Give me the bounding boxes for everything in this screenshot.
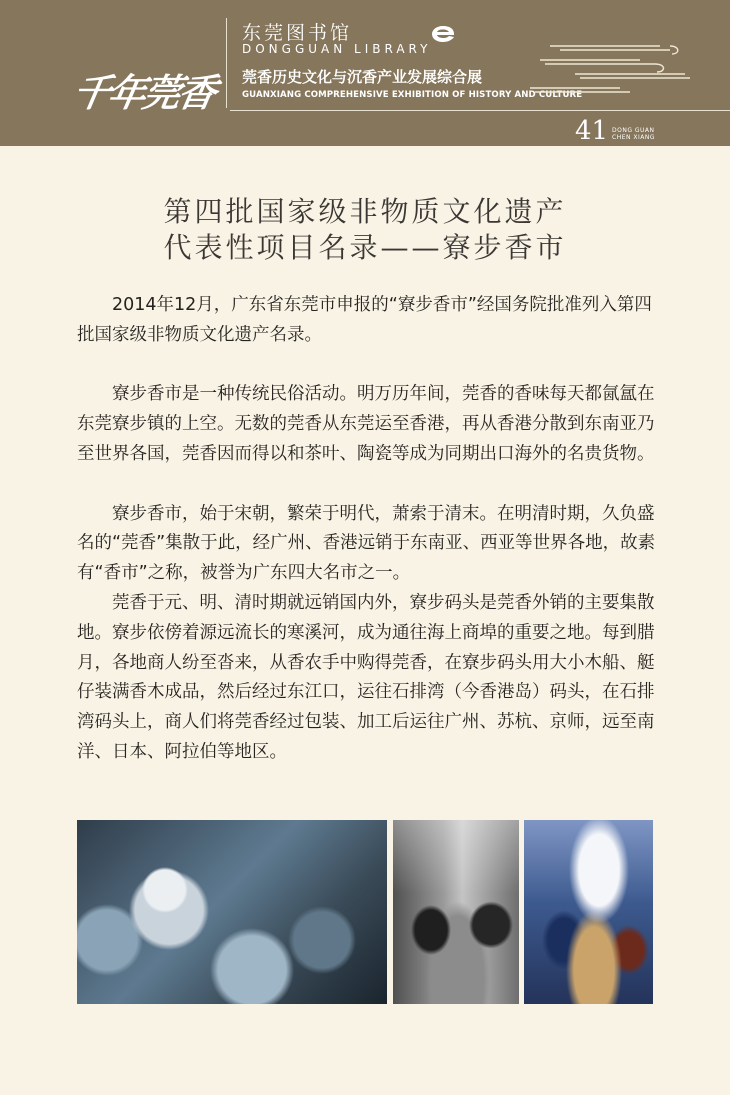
street-market-photo [393, 820, 519, 1004]
photo-strip [77, 820, 653, 1004]
cloud-pattern-decoration [520, 20, 730, 106]
title-line-1: 第四批国家级非物质文化遗产 [163, 195, 567, 228]
header-band [0, 0, 730, 146]
header-divider-horizontal [230, 110, 730, 111]
library-name-en: DONGGUAN LIBRARY [242, 42, 432, 56]
page-caption-line-1: DONG GUAN [612, 127, 655, 134]
library-logo-icon [430, 24, 456, 44]
exhibition-title-en: GUANXIANG COMPREHENSIVE EXHIBITION OF HISTORY AND CULTURE [242, 90, 583, 100]
article-body [77, 291, 657, 768]
paragraph-1: 2014年12月，广东省东莞市申报的“寮步香市”经国务院批准列入第四批国家级非物质文化遗产名录。 [77, 295, 652, 345]
header-divider-vertical [226, 18, 227, 108]
paragraph-3: 寮步香市，始于宋朝，繁荣于明代，萧索于清末。在明清时期，久负盛名的“莞香”集散于此，经广州、香港远销于东南亚、西亚等世界各地，故素有“香市”之称，被誉为广东四大名市之一。 [77, 503, 656, 584]
page-caption-line-2: CHEN XIANG [612, 134, 656, 141]
page-caption [612, 127, 655, 141]
market-crowd-photo [77, 820, 387, 1004]
library-name-cn: 东莞图书馆 [242, 22, 353, 44]
calligraphy-logo: 千年莞香 [69, 70, 218, 115]
paragraph-4: 莞香于元、明、清时期就远销国内外，寮步码头是莞香外销的主要集散地。寮步依傍着源远流长的寒溪河，成为通往海上商埠的重要之地。每到腊月，各地商人纷至沓来，从香农手中购得莞香，在寮步码头用大小木船、艇仔装满香木成品，然后经过东江口，运往石排湾（今香港岛）码头，在石排湾码头上，商人们将莞香经过包装、加工后运往广州、苏杭、京师，远至南洋、日本、阿拉伯等地区。 [77, 592, 655, 762]
title-line-2: 代表性项目名录——寮步香市 [163, 231, 567, 264]
paragraph-2: 寮步香市是一种传统民俗活动。明万历年间，莞香的香味每天都氤氲在东莞寮步镇的上空。无数的莞香从东莞运至香港，再从香港分散到东南亚乃至世界各国，莞香因而得以和茶叶、陶瓷等成为同期出口海外的名贵货物。 [77, 384, 655, 464]
incense-market-photo [524, 820, 653, 1004]
exhibition-title-cn: 莞香历史文化与沉香产业发展综合展 [242, 68, 483, 86]
page-number: 41 [575, 116, 609, 146]
article-title [0, 194, 730, 266]
